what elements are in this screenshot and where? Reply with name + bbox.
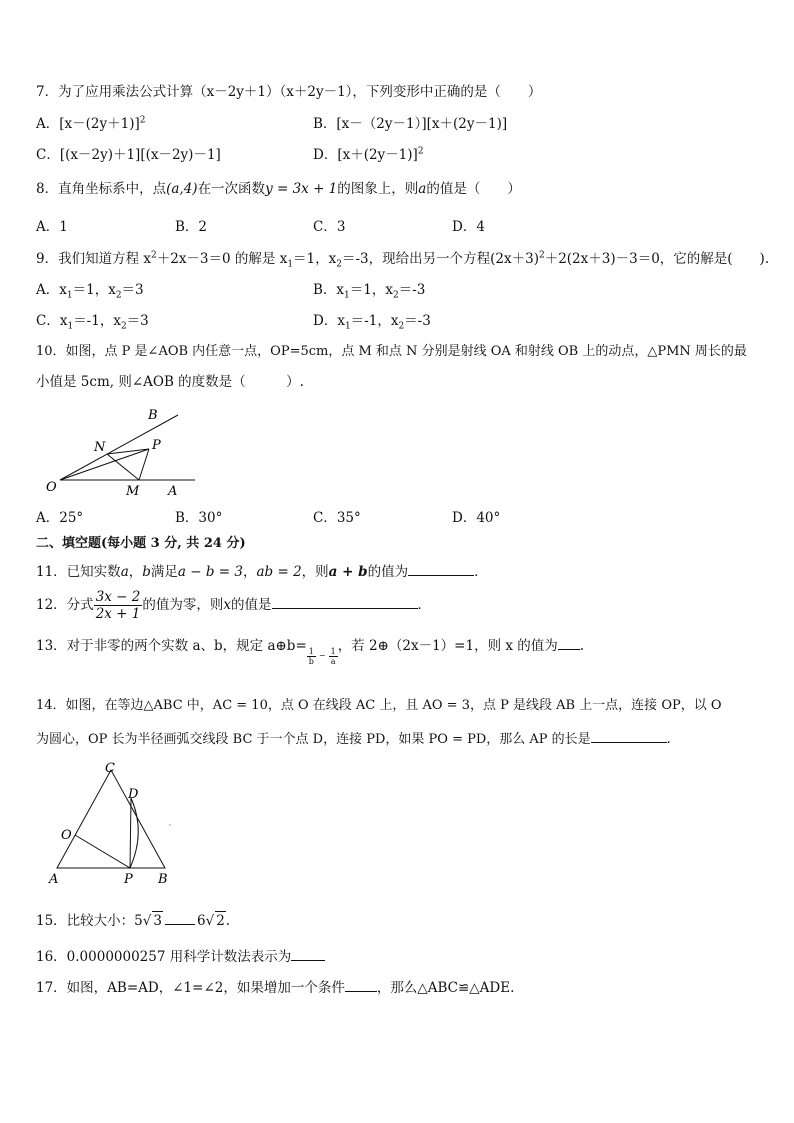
q10-option-d: D．40° (452, 510, 501, 526)
q13-answer-blank[interactable] (558, 636, 580, 650)
q14-stem-line1: 14．如图，在等边△ABC 中，AC = 10，点 O 在线段 AC 上，且 AO = 3，点 P 是线段 AB 上一点，连接 OP，以 O (36, 698, 722, 713)
segment-pm (139, 449, 149, 480)
q14-figure (45, 760, 195, 886)
label-p: P (152, 438, 161, 453)
q16-stem: 16．0.0000000257 用科学计数法表示为 (36, 947, 325, 966)
q15-stem: 15．比较大小：5√ 3 6√ 2. (36, 913, 231, 929)
q10-option-c: C．35° (313, 510, 361, 526)
q9-option-c: C．$x_1=-1$，$x_2=3$ (36, 313, 149, 332)
q12-answer-blank[interactable] (272, 595, 418, 609)
q11-stem: 11．已知实数a，b满足a − b = 3，ab = 2，则a + b的值为 ． (36, 564, 488, 580)
q8-option-d: D．4 (452, 219, 485, 235)
label-a: A (168, 484, 178, 499)
q7-stem: 7．为了应用乘法公式计算（x－2y＋1）（x＋2y－1），下列变形中正确的是（ ） (36, 84, 542, 100)
q10-stem-line2: 小值是 5cm, 则∠AOB 的度数是（ ）. (36, 374, 304, 390)
segment-op (75, 835, 130, 868)
q16-answer-blank[interactable] (291, 947, 325, 961)
q7-option-c: C．[(x－2y)＋1][(x－2y)－1] (36, 147, 221, 163)
q8-option-a: A．1 (36, 219, 68, 235)
q13-fraction-1b: $\frac{1}{b}$ (308, 647, 314, 666)
label-p: P (124, 872, 133, 886)
label-m: M (126, 484, 140, 499)
q13-fraction-1a: $\frac{1}{a}$ (330, 647, 336, 666)
triangle-abc (57, 770, 165, 868)
section-heading: 二、填空题(每小题 3 分, 共 24 分) (36, 536, 246, 551)
label-b: B (158, 872, 168, 886)
q10-option-b: B．30° (175, 510, 223, 526)
q14-answer-blank[interactable] (591, 729, 667, 743)
q10-figure (40, 405, 220, 505)
q8-option-b: B．2 (175, 219, 208, 235)
q14-stem-line2: 为圆心，OP 长为半径画弧交线段 BC 于一个点 D，连接 PD，如果 PO = PD，那么 AP 的长是 . (36, 729, 671, 749)
label-o: O (61, 828, 72, 843)
q10-stem-line1: 10．如图，点 P 是∠AOB 内任意一点，OP=5cm，点 M 和点 N 分别是射线 OA 和射线 OB 上的动点，△PMN 周长的最 (36, 344, 747, 359)
q17-answer-blank[interactable] (345, 978, 377, 992)
q12-fraction: $\frac{3x - 2}{2x + 1}$ (95, 589, 141, 622)
q9-option-a: A．$x_1=1$，$x_2=3$ (36, 282, 144, 301)
label-n: N (94, 440, 106, 455)
q7-option-d: D．$[x+(2y-1)]^2$ (313, 146, 424, 163)
q9-option-d: D．$x_1=-1$，$x_2=-3$ (313, 313, 431, 332)
q7-option-a: A．$[x-(2y+1)]^2$ (36, 115, 146, 132)
q9-option-b: B．$x_1=1$，$x_2=-3$ (313, 282, 426, 301)
q11-answer-blank[interactable] (408, 562, 474, 576)
q7-option-b: B．[x－（2y－1）][x＋(2y－1)] (313, 116, 508, 132)
label-b: B (148, 408, 158, 423)
q17-stem: 17．如图，AB=AD，∠1=∠2，如果增加一个条件 ，那么△ABC≌△ADE. (36, 980, 515, 996)
label-a: A (49, 872, 59, 886)
q13-stem: 13．对于非零的两个实数 a、b，规定 a⊕b= $\frac{1}{b}$ $_-$ $\frac{1}{a}$ ，若 2⊕（2x－1）=1，则 x 的值为 . (36, 638, 585, 666)
q12-stem: 12．分式 $\frac{3x - 2}{2x + 1}$ 的值为零，则x的值是 ． (36, 589, 431, 622)
label-c: C (105, 761, 115, 776)
q8-option-c: C．3 (313, 219, 346, 235)
q15-answer-blank[interactable] (165, 911, 195, 925)
label-d: D (128, 787, 139, 802)
q10-option-a: A．25° (36, 510, 84, 526)
q9-stem: 9．我们知道方程 $x^2+2x-3=0$ 的解是 $x_1=1$，$x_2=-3$，现给出另一个方程$(2x+3)^2+2(2x+3)-3=0$，它的解是( ). (36, 250, 770, 270)
q8-stem: 8．直角坐标系中，点(a,4)在一次函数y = 3x + 1的图象上，则a的值是（ ） (36, 181, 521, 197)
segment-pd (130, 798, 131, 868)
label-o: O (46, 480, 57, 495)
